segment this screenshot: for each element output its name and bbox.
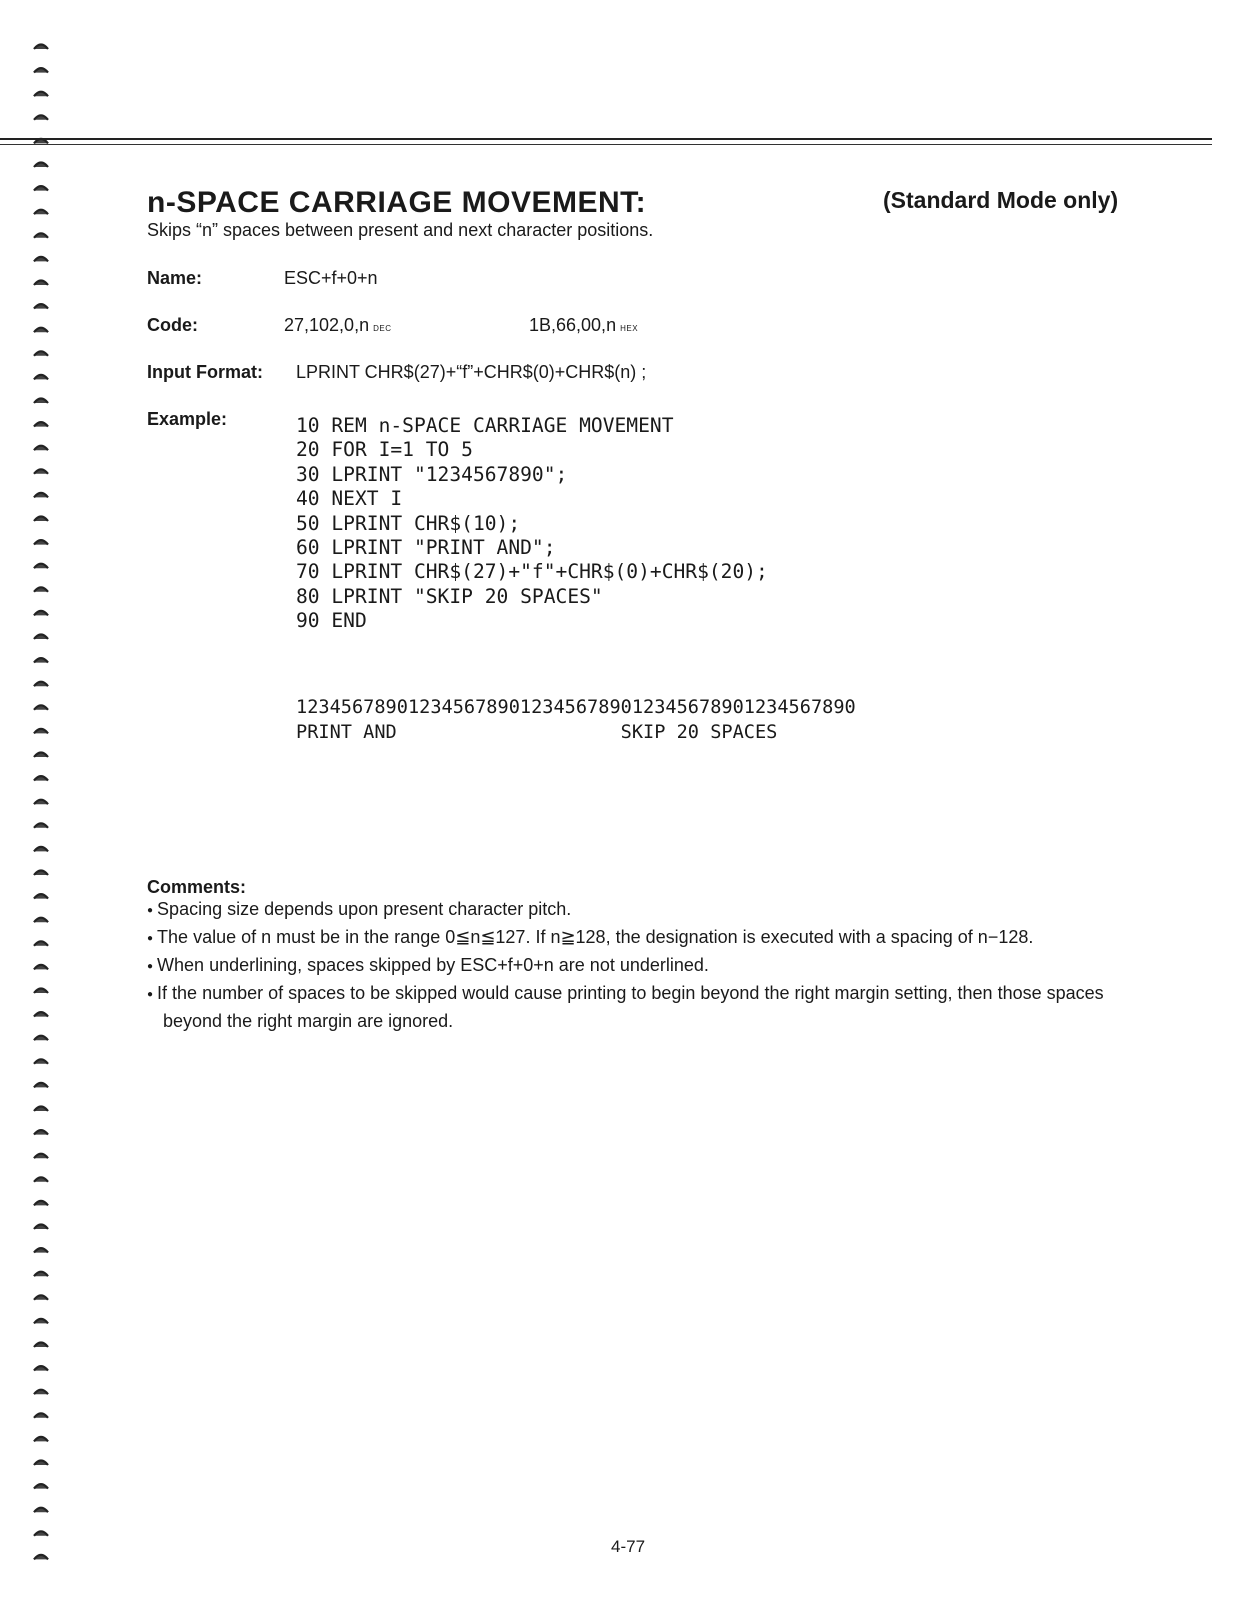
code-hex-value: 1B,66,00,n <box>529 315 617 335</box>
page-title: n-SPACE CARRIAGE MOVEMENT: <box>147 186 647 219</box>
comment-item: ● The value of n must be in the range 0≦n≦127. If n≧128, the designation is executed with a spacing of n−128. <box>147 925 1127 953</box>
name-value: ESC+f+0+n <box>284 268 378 288</box>
page-number: 4-77 <box>611 1537 646 1556</box>
example-label: Example: <box>147 409 228 429</box>
code-line: 70 LPRINT CHR$(27)+"f"+CHR$(0)+CHR$(20); <box>296 560 768 584</box>
binding-hole-marks <box>28 40 60 1570</box>
code-line: 20 FOR I=1 TO 5 <box>296 438 473 462</box>
code-line: 10 REM n-SPACE CARRIAGE MOVEMENT <box>296 414 674 437</box>
comment-item: ● If the number of spaces to be skipped would cause printing to begin beyond the right margin setting, then those spaces beyond the right margin are ignored. <box>147 981 1127 1034</box>
example-code <box>296 414 768 634</box>
input-format-value: LPRINT CHR$(27)+“f”+CHR$(0)+CHR$(n) ; <box>296 362 647 382</box>
printed-output-line-2: PRINT AND SKIP 20 SPACES <box>296 722 778 743</box>
name-label: Name: <box>147 268 203 288</box>
code-line: 40 NEXT I <box>296 487 403 511</box>
code-dec-value: 27,102,0,n <box>284 315 370 335</box>
code-hex <box>529 315 638 336</box>
comment-item: ● When underlining, spaces skipped by ESC+f+0+n are not underlined. <box>147 953 1127 981</box>
code-hex-unit: HEX <box>620 324 639 333</box>
printed-output-line-1: 12345678901234567890123456789012345678901234567890 <box>296 697 856 718</box>
header-rule-thick <box>0 138 1212 140</box>
code-line: 30 LPRINT "1234567890"; <box>296 462 568 486</box>
code-label: Code: <box>147 315 198 335</box>
header-rule-thin <box>0 144 1212 145</box>
code-line: 60 LPRINT "PRINT AND"; <box>296 536 556 560</box>
code-line: 80 LPRINT "SKIP 20 SPACES" <box>296 584 603 608</box>
mode-note: (Standard Mode only) <box>883 187 1119 213</box>
comments-list <box>147 897 1127 1034</box>
code-dec <box>284 315 391 336</box>
code-line: 50 LPRINT CHR$(10); <box>296 511 521 535</box>
code-dec-unit: DEC <box>373 324 392 333</box>
comments-heading: Comments: <box>147 877 247 897</box>
input-format-label: Input Format: <box>147 362 263 382</box>
command-description: Skips “n” spaces between present and next character positions. <box>147 220 654 240</box>
comment-item: ● Spacing size depends upon present character pitch. <box>147 897 1127 925</box>
code-line: 90 END <box>296 609 367 633</box>
